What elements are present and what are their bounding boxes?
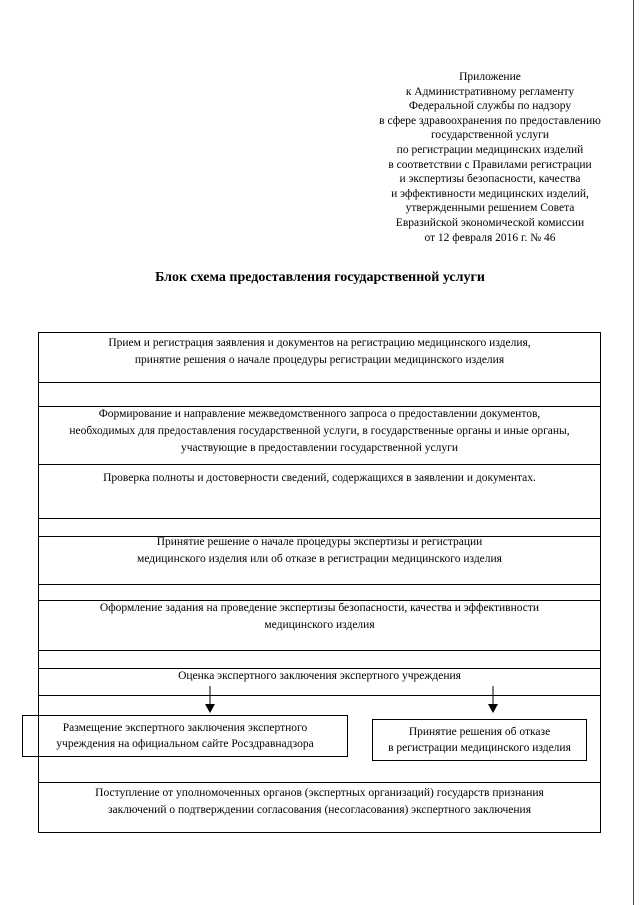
- step-line: Оформление задания на проведение экспертизы безопасности, качества и эффективности: [99, 602, 540, 614]
- branch-left-line: учреждения на официальном сайте Росздравнадзора: [56, 738, 314, 750]
- final-step-line: заключений о подтверждении согласования (несогласования) экспертного заключения: [108, 804, 531, 816]
- step-line: Оценка экспертного заключения экспертного учреждения: [178, 670, 461, 682]
- flow-gap: [38, 382, 601, 406]
- step-line: Проверка полноты и достоверности сведений, содержащихся в заявлении и документах.: [103, 472, 536, 484]
- step-line: принятие решения о начале процедуры регистрации медицинского изделия: [134, 354, 505, 366]
- step-line: Прием и регистрация заявления и документов на регистрацию медицинского изделия,: [108, 337, 531, 349]
- branch-right-line: Принятие решения об отказе: [408, 726, 551, 738]
- flow-band: [38, 650, 601, 668]
- appendix-header: [360, 70, 620, 245]
- appendix-line: в соответствии с Правилами регистрации: [388, 158, 592, 171]
- appendix-line: Приложение: [459, 71, 521, 83]
- step-6-text: [38, 668, 601, 685]
- flowchart-title: Блок схема предоставления государственной услуги: [155, 270, 485, 285]
- flow-bottom-border: [38, 832, 601, 833]
- appendix-line: в сфере здравоохранения по предоставлению: [379, 114, 601, 127]
- step-line: необходимых для предоставления государственной услуги, в государственные органы и иные органы,: [69, 425, 570, 437]
- step-line: медицинского изделия или об отказе в регистрации медицинского изделия: [137, 553, 502, 565]
- step-5-text: [38, 600, 601, 634]
- appendix-line: утвержденными решением Совета: [405, 202, 575, 215]
- final-step-line: Поступление от уполномоченных органов (экспертных организаций) государств признания: [95, 787, 544, 799]
- branch-right-box: [372, 719, 587, 761]
- appendix-line: Евразийской экономической комиссии: [395, 216, 585, 229]
- appendix-line: к Административному регламенту: [405, 85, 575, 98]
- arrow-down-right-icon: [487, 686, 499, 714]
- appendix-line: государственной услуги: [430, 129, 550, 142]
- final-step-text: [38, 785, 601, 819]
- appendix-line: Федеральной службы по надзору: [408, 100, 572, 113]
- step-3-text: [38, 470, 601, 487]
- flow-band: [38, 584, 601, 600]
- appendix-line: по регистрации медицинских изделий: [396, 143, 584, 156]
- step-1-text: [38, 335, 601, 369]
- step-line: Формирование и направление межведомственного запроса о предоставлении документов,: [98, 408, 541, 420]
- step-2-text: [38, 406, 601, 457]
- branch-left-box: [22, 715, 348, 757]
- branch-right-line: в регистрации медицинского изделия: [388, 742, 571, 754]
- appendix-line: и экспертизы безопасности, качества: [399, 173, 581, 186]
- arrow-down-left-icon: [204, 686, 216, 714]
- page-edge: [633, 0, 634, 905]
- branch-left-line: Размещение экспертного заключения экспертного: [62, 722, 308, 734]
- step-line: участвующие в предоставлении государственной услуги: [180, 442, 459, 454]
- step-line: Принятие решение о начале процедуры экспертизы и регистрации: [156, 536, 483, 548]
- appendix-line: и эффективности медицинских изделий,: [391, 187, 589, 200]
- step-4-text: [38, 534, 601, 568]
- appendix-line: от 12 февраля 2016 г. № 46: [424, 231, 556, 244]
- step-line: медицинского изделия: [264, 619, 375, 631]
